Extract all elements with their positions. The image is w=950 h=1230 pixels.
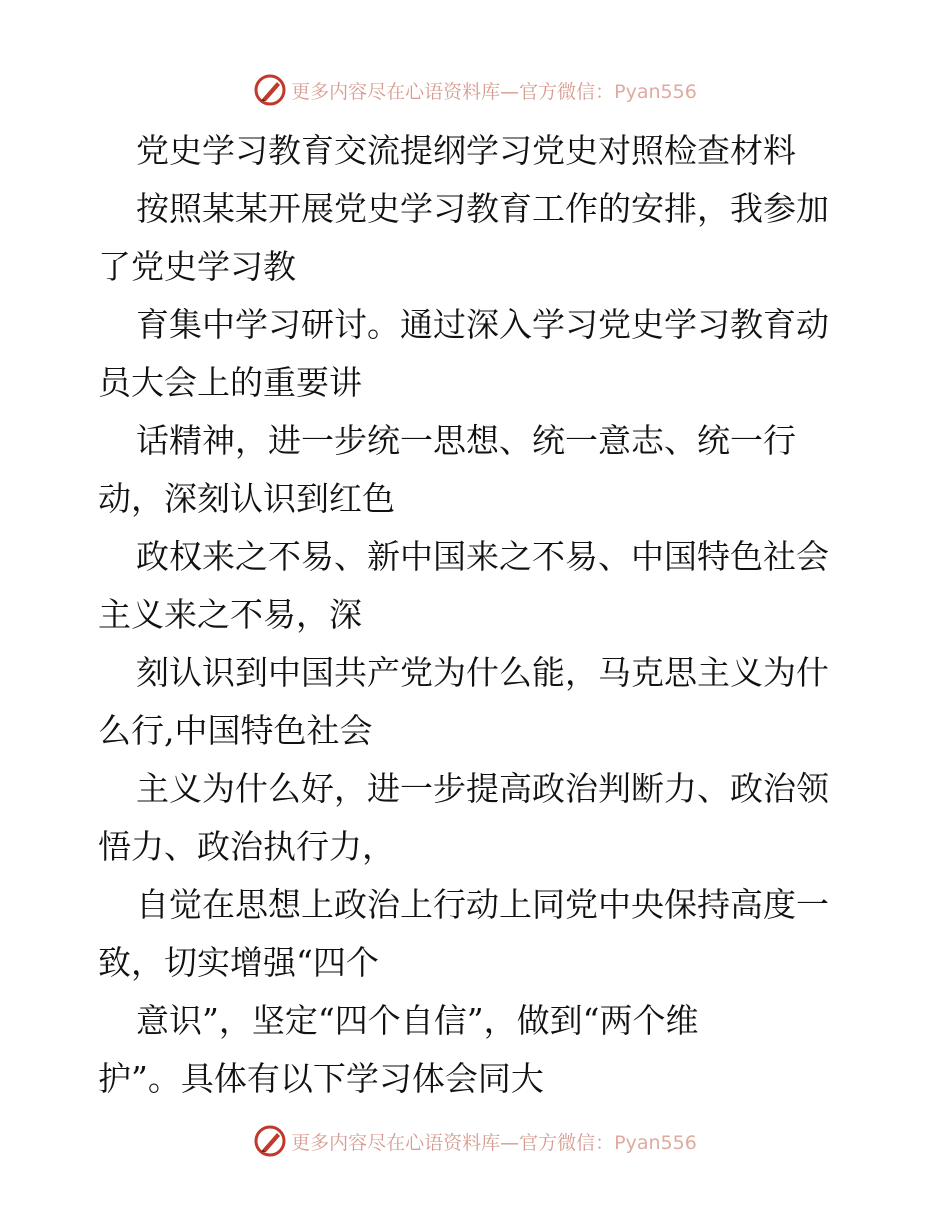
text-line: 育集中学习研讨。通过深入学习党史学习教育动 [136,305,829,344]
text-line: 意识”，坚定“四个自信”，做到“两个维 [136,1001,699,1040]
pen-circle-logo-icon [253,1124,287,1158]
text-line: 致，切实增强“四个 [98,943,379,982]
watermark-text: 更多内容尽在心语资料库—官方微信：Pyan556 [291,1131,697,1154]
text-line: 员大会上的重要讲 [98,363,362,402]
text-line: 按照某某开展党史学习教育工作的安排，我参加 [136,189,829,228]
text-line: 政权来之不易、新中国来之不易、中国特色社会 [136,537,829,576]
text-line: 主义来之不易，深 [98,595,362,634]
text-line: 自觉在思想上政治上行动上同党中央保持高度一 [136,885,829,924]
text-line: 刻认识到中国共产党为什么能，马克思主义为什 [136,653,829,692]
text-line: 党史学习教育交流提纲学习党史对照检查材料 [136,131,796,170]
text-line: 话精神，进一步统一思想、统一意志、统一行 [136,421,796,460]
footer-watermark [0,1124,950,1158]
header-watermark [0,73,950,107]
text-line: 了党史学习教 [98,247,296,286]
text-line: 主义为什么好，进一步提高政治判断力、政治领 [136,769,829,808]
text-line: 悟力、政治执行力， [98,827,395,866]
watermark-text: 更多内容尽在心语资料库—官方微信：Pyan556 [291,80,697,103]
text-line: 护”。具体有以下学习体会同大 [98,1059,544,1098]
document-body [98,122,858,1108]
text-line: 动，深刻认识到红色 [98,479,395,518]
text-line: 么行,中国特色社会 [98,711,373,750]
pen-circle-logo-icon [253,73,287,107]
